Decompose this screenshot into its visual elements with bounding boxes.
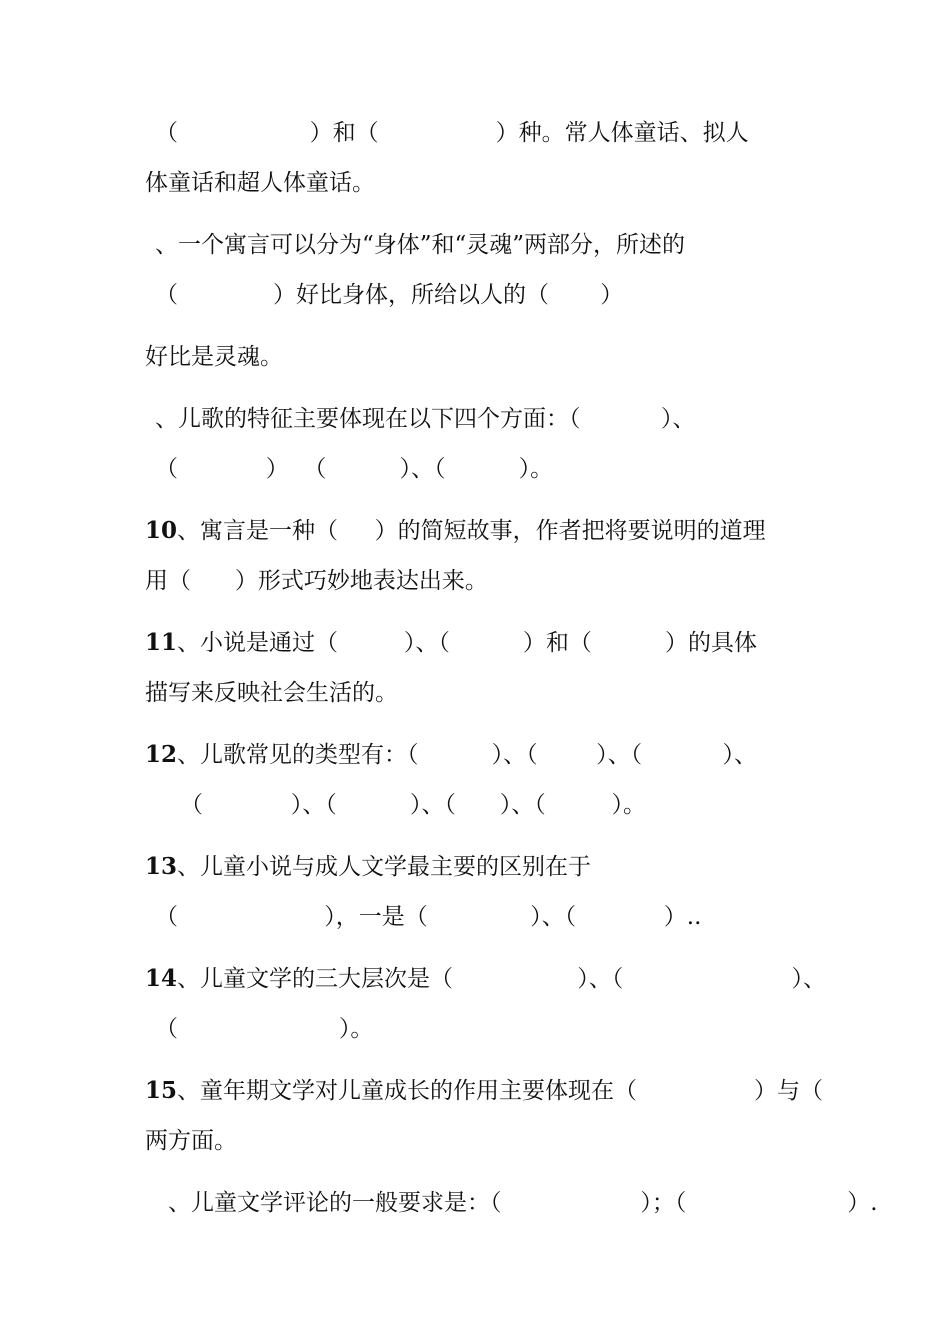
- text-line: [145, 342, 283, 372]
- question-number: 14: [145, 965, 178, 992]
- question-number: 15: [145, 1077, 178, 1104]
- question-12: [145, 740, 757, 770]
- text-line: [155, 230, 685, 260]
- text-line: [155, 454, 553, 484]
- line-text: 、儿童文学的三大层次是（ ）、（ ）、: [177, 966, 826, 992]
- line-text: 体童话和超人体童话。: [145, 170, 375, 196]
- text-line: [145, 566, 488, 596]
- line-text: （ ）好比身体，所给以人的（ ）: [155, 282, 624, 308]
- question-number: 11: [145, 629, 178, 656]
- line-text: 两方面。: [145, 1128, 237, 1154]
- line-text: 、小说是通过（ ）、（ ）和（ ）的具体: [177, 630, 758, 656]
- line-text: 、儿歌的特征主要体现在以下四个方面：（ ）、: [155, 406, 696, 432]
- question-15: [145, 1076, 823, 1106]
- text-line: [155, 118, 749, 148]
- line-text: 、童年期文学对儿童成长的作用主要体现在（ ）与（: [177, 1078, 823, 1104]
- text-line: [180, 790, 646, 820]
- line-text: （ ），一是（ ）、（ ）..: [155, 904, 702, 930]
- line-text: （ ）和（ ）种。常人体童话、拟人: [155, 120, 749, 146]
- question-13: [145, 852, 591, 882]
- line-text: 用（ ）形式巧妙地表达出来。: [145, 568, 488, 594]
- line-text: 好比是灵魂。: [145, 344, 283, 370]
- line-text: 、儿歌常见的类型有：（ ）、（ ）、（ ）、: [177, 742, 758, 768]
- text-line: [155, 404, 695, 434]
- line-text: （ ） （ ）、（ ）。: [155, 456, 554, 482]
- text-line: [155, 902, 701, 932]
- question-14: [145, 964, 826, 994]
- text-line: [145, 678, 398, 708]
- text-line: [155, 280, 623, 310]
- question-number: 12: [145, 741, 178, 768]
- line-text: 、儿童文学评论的一般要求是：（ ）；（ ）.: [168, 1190, 878, 1216]
- question-11: [145, 628, 757, 658]
- line-text: （ ）。: [155, 1016, 374, 1042]
- text-line: [145, 1126, 237, 1156]
- text-line: [145, 168, 375, 198]
- line-text: （ ）、（ ）、（ ）、（ ）。: [180, 792, 647, 818]
- question-number: 10: [145, 517, 178, 544]
- line-text: 描写来反映社会生活的。: [145, 680, 398, 706]
- line-text: 、儿童小说与成人文学最主要的区别在于: [177, 854, 592, 880]
- question-10: [145, 516, 766, 546]
- text-line: [168, 1188, 878, 1218]
- text-line: [155, 1014, 373, 1044]
- line-text: 、寓言是一种（ ）的简短故事，作者把将要说明的道理: [177, 518, 766, 544]
- question-number: 13: [145, 853, 178, 880]
- line-text: 、一个寓言可以分为“身体”和“灵魂”两部分，所述的: [155, 232, 686, 258]
